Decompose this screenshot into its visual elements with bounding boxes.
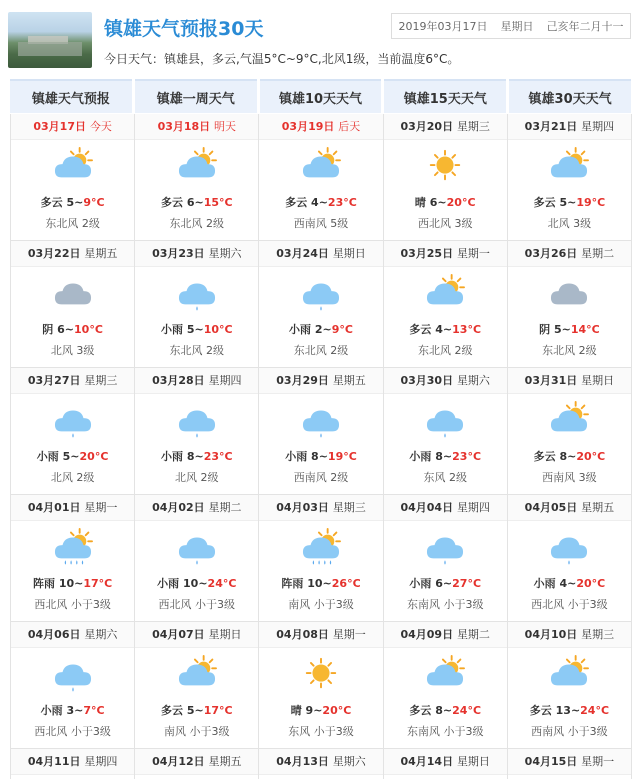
shower-icon <box>51 528 95 566</box>
day-wind: 东北风 2级 <box>417 344 473 357</box>
day-cell[interactable] <box>384 241 508 367</box>
partly-cloudy-icon <box>51 147 95 185</box>
day-cell[interactable] <box>508 368 632 494</box>
day-cell[interactable] <box>384 622 508 748</box>
forecast-row <box>11 749 632 779</box>
light-rain-icon <box>175 274 219 312</box>
day-date: 04月02日 星期二 <box>135 495 258 521</box>
day-wind: 东南风 小于3级 <box>406 598 484 611</box>
day-date: 03月28日 星期四 <box>135 368 258 394</box>
day-date: 04月05日 星期五 <box>508 495 631 521</box>
day-cell[interactable] <box>11 495 135 621</box>
day-cell[interactable] <box>259 749 383 779</box>
partly-cloudy-icon <box>423 655 467 693</box>
day-wind: 南风 小于3级 <box>164 725 230 738</box>
day-wind: 西北风 3级 <box>417 217 473 230</box>
day-cell[interactable] <box>135 749 259 779</box>
day-cell[interactable] <box>384 368 508 494</box>
day-temperature: 小雨 3~7°C <box>40 704 105 717</box>
light-rain-icon <box>299 401 343 439</box>
forecast-row <box>11 114 632 241</box>
day-wind: 东北风 2级 <box>293 344 349 357</box>
day-date: 03月18日 明天 <box>135 114 258 140</box>
day-temperature: 小雨 6~27°C <box>409 577 482 590</box>
day-wind: 北风 2级 <box>175 471 219 484</box>
day-date: 04月13日 星期六 <box>259 749 382 775</box>
light-rain-icon <box>423 528 467 566</box>
partly-cloudy-icon <box>175 655 219 693</box>
day-cell[interactable] <box>11 622 135 748</box>
light-rain-icon <box>51 655 95 693</box>
day-temperature: 多云 4~23°C <box>285 196 357 209</box>
day-date: 03月31日 星期日 <box>508 368 631 394</box>
day-temperature: 多云 8~20°C <box>533 450 606 463</box>
day-date: 03月23日 星期六 <box>135 241 258 267</box>
day-date: 04月12日 星期五 <box>135 749 258 775</box>
day-date: 04月11日 星期四 <box>11 749 134 775</box>
day-date: 03月26日 星期二 <box>508 241 631 267</box>
day-wind: 东北风 2级 <box>45 217 100 230</box>
day-date: 03月20日 星期三 <box>384 114 507 140</box>
day-date: 04月15日 星期一 <box>508 749 631 775</box>
day-wind: 北风 3级 <box>50 344 95 357</box>
day-temperature: 多云 8~24°C <box>409 704 482 717</box>
day-temperature: 多云 6~15°C <box>161 196 233 209</box>
day-wind: 北风 3级 <box>547 217 592 230</box>
tab-forecast[interactable]: 镇雄天气预报 <box>10 79 132 113</box>
day-date: 04月14日 星期日 <box>384 749 507 775</box>
day-date: 04月08日 星期一 <box>259 622 382 648</box>
tab-10-days[interactable]: 镇雄10天天气 <box>260 79 382 113</box>
light-rain-icon <box>51 401 95 439</box>
current-date-box <box>391 13 631 39</box>
day-temperature: 晴 6~20°C <box>414 196 476 209</box>
day-date: 03月27日 星期三 <box>11 368 134 394</box>
day-wind: 南风 小于3级 <box>288 598 354 611</box>
day-date: 03月21日 星期四 <box>508 114 631 140</box>
day-cell[interactable] <box>11 114 135 240</box>
day-cell[interactable] <box>135 114 259 240</box>
day-date: 04月10日 星期三 <box>508 622 631 648</box>
sunny-icon <box>299 655 343 693</box>
day-cell[interactable] <box>135 622 259 748</box>
day-date: 03月22日 星期五 <box>11 241 134 267</box>
day-cell[interactable] <box>259 368 383 494</box>
light-rain-icon <box>423 401 467 439</box>
page-header <box>0 0 640 78</box>
day-wind: 北风 2级 <box>50 471 95 484</box>
partly-cloudy-icon <box>547 655 591 693</box>
day-wind: 东南风 小于3级 <box>406 725 484 738</box>
day-temperature: 小雨 8~23°C <box>161 450 233 463</box>
day-cell[interactable] <box>135 368 259 494</box>
partly-cloudy-icon <box>423 274 467 312</box>
day-date: 04月04日 星期四 <box>384 495 507 521</box>
current-weekday: 星期日 <box>500 20 534 33</box>
day-wind: 东北风 2级 <box>169 217 225 230</box>
shower-icon <box>299 528 343 566</box>
day-date: 03月25日 星期一 <box>384 241 507 267</box>
day-cell[interactable] <box>259 114 383 240</box>
light-rain-icon <box>547 528 591 566</box>
day-temperature: 小雨 8~19°C <box>285 450 357 463</box>
forecast-row <box>11 241 632 368</box>
day-cell[interactable] <box>11 749 135 779</box>
day-wind: 西北风 小于3级 <box>531 598 608 611</box>
partly-cloudy-icon <box>547 401 591 439</box>
light-rain-icon <box>175 401 219 439</box>
day-date: 04月01日 星期一 <box>11 495 134 521</box>
day-date: 04月06日 星期六 <box>11 622 134 648</box>
day-date: 04月07日 星期日 <box>135 622 258 648</box>
day-date: 03月24日 星期日 <box>259 241 382 267</box>
lunar-date: 己亥年二月十一 <box>546 20 624 33</box>
day-cell[interactable] <box>508 749 632 779</box>
day-date: 03月30日 星期六 <box>384 368 507 394</box>
partly-cloudy-icon <box>299 147 343 185</box>
day-wind: 西南风 3级 <box>542 471 597 484</box>
day-date: 04月09日 星期二 <box>384 622 507 648</box>
partly-cloudy-icon <box>175 147 219 185</box>
day-cell[interactable] <box>384 114 508 240</box>
day-temperature: 多云 13~24°C <box>529 704 610 717</box>
day-temperature: 多云 5~19°C <box>533 196 606 209</box>
day-date: 03月19日 后天 <box>259 114 382 140</box>
day-date: 03月17日 今天 <box>11 114 134 140</box>
day-temperature: 晴 9~20°C <box>290 704 352 717</box>
day-cell[interactable] <box>384 495 508 621</box>
day-temperature: 小雨 4~20°C <box>533 577 606 590</box>
today-summary: 今日天气：镇雄县，多云,气温5°C~9°C,北风1级，当前温度6°C。 <box>104 52 460 66</box>
forecast-tabs <box>10 79 631 113</box>
day-cell[interactable] <box>384 749 508 779</box>
day-temperature: 小雨 8~23°C <box>409 450 482 463</box>
tab-15-days[interactable]: 镇雄15天天气 <box>384 79 506 113</box>
current-date: 2019年03月17日 <box>398 20 488 33</box>
day-cell[interactable] <box>135 241 259 367</box>
day-temperature: 多云 5~9°C <box>40 196 105 209</box>
day-temperature: 阴 5~14°C <box>539 323 600 336</box>
day-date: 04月03日 星期三 <box>259 495 382 521</box>
light-rain-icon <box>299 274 343 312</box>
forecast-row <box>11 368 632 495</box>
light-rain-icon <box>175 528 219 566</box>
day-cell[interactable] <box>11 241 135 367</box>
partly-cloudy-icon <box>547 147 591 185</box>
page-title: 镇雄天气预报30天 <box>104 18 264 40</box>
day-wind: 西北风 小于3级 <box>34 725 111 738</box>
tab-week[interactable]: 镇雄一周天气 <box>135 79 257 113</box>
city-thumbnail-image <box>8 12 92 68</box>
day-cell[interactable] <box>259 241 383 367</box>
day-cell[interactable] <box>508 495 632 621</box>
day-temperature: 小雨 2~9°C <box>289 323 353 336</box>
day-temperature: 小雨 5~10°C <box>161 323 233 336</box>
forecast-row <box>11 495 632 622</box>
overcast-icon <box>51 274 95 312</box>
day-wind: 西南风 2级 <box>293 471 349 484</box>
day-temperature: 阵雨 10~26°C <box>281 577 361 590</box>
day-date: 03月29日 星期五 <box>259 368 382 394</box>
day-wind: 东北风 2级 <box>169 344 225 357</box>
day-cell[interactable] <box>259 495 383 621</box>
day-cell[interactable] <box>259 622 383 748</box>
day-cell[interactable] <box>508 241 632 367</box>
day-wind: 西北风 小于3级 <box>158 598 236 611</box>
day-temperature: 多云 5~17°C <box>161 704 233 717</box>
day-temperature: 阵雨 10~17°C <box>32 577 113 590</box>
day-cell[interactable] <box>508 622 632 748</box>
day-wind: 东北风 2级 <box>542 344 597 357</box>
day-temperature: 阴 6~10°C <box>42 323 103 336</box>
day-wind: 西北风 小于3级 <box>34 598 111 611</box>
day-temperature: 小雨 5~20°C <box>36 450 109 463</box>
day-wind: 东风 2级 <box>423 471 467 484</box>
day-cell[interactable] <box>11 368 135 494</box>
day-wind: 西南风 5级 <box>293 217 349 230</box>
day-wind: 东风 小于3级 <box>288 725 354 738</box>
day-temperature: 小雨 10~24°C <box>157 577 237 590</box>
forecast-row <box>11 622 632 749</box>
day-cell[interactable] <box>508 114 632 240</box>
day-temperature: 多云 4~13°C <box>409 323 482 336</box>
tab-30-days[interactable]: 镇雄30天天气 <box>509 79 631 113</box>
forecast-grid <box>10 114 632 779</box>
overcast-icon <box>547 274 591 312</box>
day-cell[interactable] <box>135 495 259 621</box>
sunny-icon <box>423 147 467 185</box>
day-wind: 西南风 小于3级 <box>531 725 608 738</box>
